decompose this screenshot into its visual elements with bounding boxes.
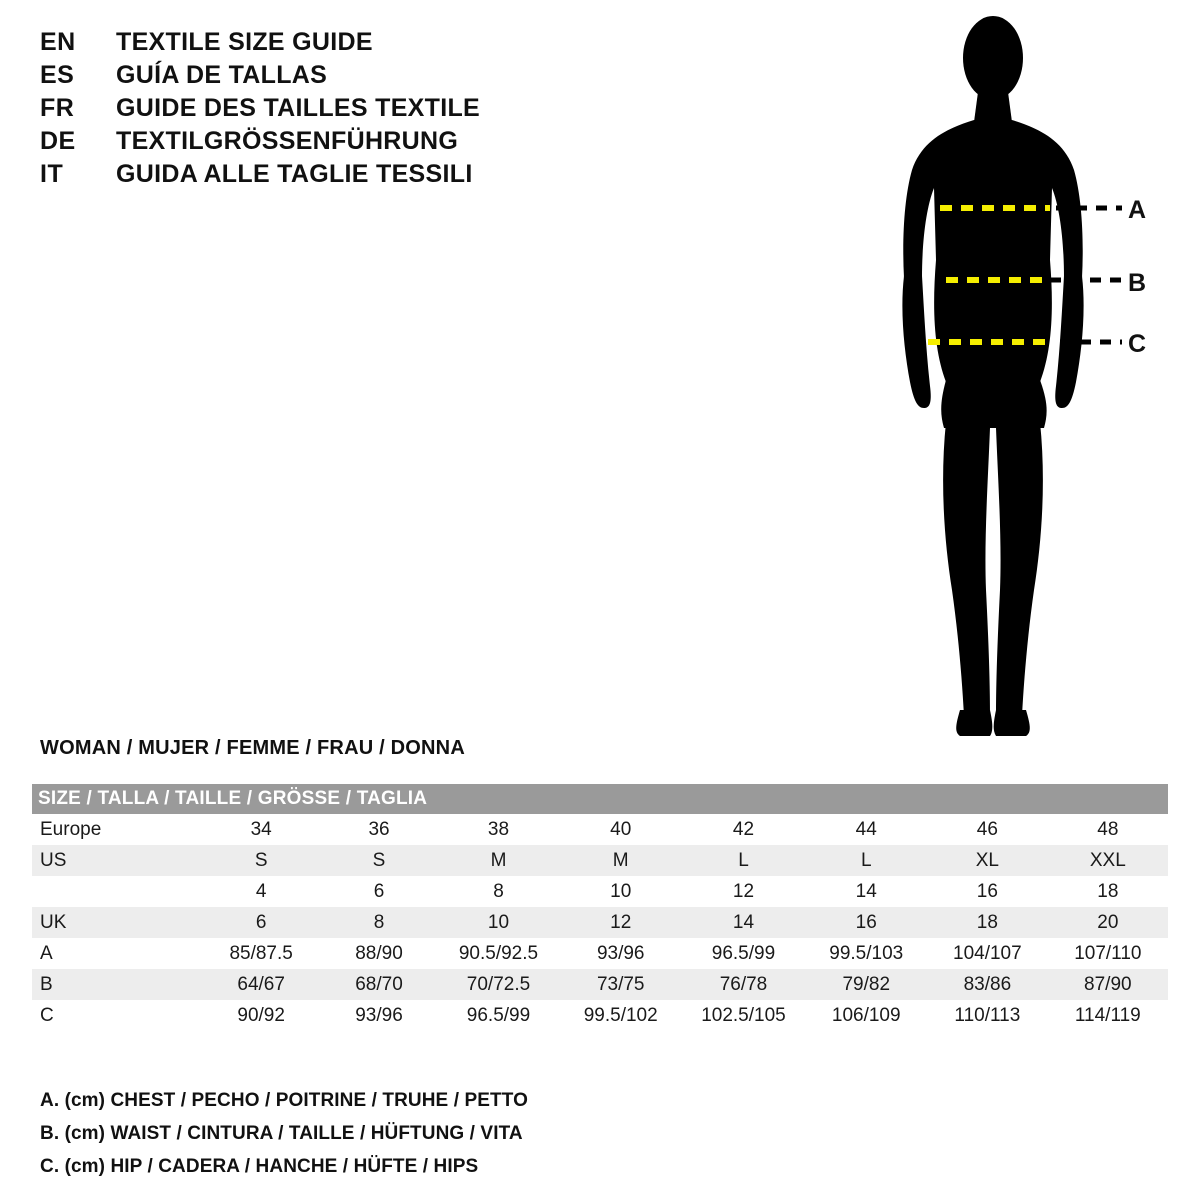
body-figure-area [860, 10, 1190, 755]
language-code: EN [40, 28, 76, 56]
table-cell: 79/82 [805, 969, 927, 1000]
table-cell: 96.5/99 [437, 1000, 560, 1031]
table-row [32, 907, 1168, 938]
table-cell: M [437, 845, 560, 876]
table-cell: S [321, 845, 437, 876]
table-header-row [32, 784, 1168, 814]
table-cell: 99.5/103 [805, 938, 927, 969]
table-cell: 64/67 [201, 969, 320, 1000]
table-cell: 18 [927, 907, 1048, 938]
table-cell: 8 [321, 907, 437, 938]
table-cell: 70/72.5 [437, 969, 560, 1000]
table-cell: L [805, 845, 927, 876]
row-label: UK [32, 907, 201, 938]
table-cell: 38 [437, 814, 560, 845]
table-cell: 99.5/102 [560, 1000, 682, 1031]
language-code: IT [40, 160, 64, 188]
table-cell: 96.5/99 [682, 938, 806, 969]
table-cell: 68/70 [321, 969, 437, 1000]
marker-label-c: C [1128, 330, 1147, 358]
row-label: Europe [32, 814, 201, 845]
table-cell: 16 [927, 876, 1048, 907]
table-cell: 104/107 [927, 938, 1048, 969]
table-cell: 8 [437, 876, 560, 907]
table-cell: 93/96 [321, 1000, 437, 1031]
marker-label-a: A [1128, 196, 1147, 224]
table-cell: 40 [560, 814, 682, 845]
language-code: FR [40, 94, 75, 122]
footnote-hip: C. (cm) HIP / CADERA / HANCHE / HÜFTE / HIPS [40, 1156, 479, 1177]
table-cell: 14 [682, 907, 806, 938]
language-title: TEXTILE SIZE GUIDE [116, 28, 373, 56]
table-row [32, 876, 1168, 907]
language-row [40, 160, 660, 189]
table-cell: 93/96 [560, 938, 682, 969]
table-row [32, 938, 1168, 969]
footnote-waist: B. (cm) WAIST / CINTURA / TAILLE / HÜFTUNG / VITA [40, 1123, 523, 1144]
table-row [32, 814, 1168, 845]
table-cell: 85/87.5 [201, 938, 320, 969]
table-cell: L [682, 845, 806, 876]
footnote-chest: A. (cm) CHEST / PECHO / POITRINE / TRUHE / PETTO [40, 1090, 528, 1111]
row-label: US [32, 845, 201, 876]
table-row [32, 845, 1168, 876]
table-cell: 83/86 [927, 969, 1048, 1000]
table-cell: 20 [1048, 907, 1168, 938]
table-cell: 4 [201, 876, 320, 907]
table-cell: 6 [201, 907, 320, 938]
footnotes [40, 1090, 740, 1189]
row-label: A [32, 938, 201, 969]
language-title-block [40, 28, 660, 193]
language-code: DE [40, 127, 76, 155]
marker-label-b: B [1128, 269, 1147, 297]
table-cell: 87/90 [1048, 969, 1168, 1000]
table-cell: 76/78 [682, 969, 806, 1000]
table-cell: 34 [201, 814, 320, 845]
table-cell: 6 [321, 876, 437, 907]
language-row [40, 94, 660, 123]
language-title: GUIDE DES TAILLES TEXTILE [116, 94, 481, 122]
language-title: TEXTILGRÖSSENFÜHRUNG [116, 127, 459, 155]
table-cell: 12 [682, 876, 806, 907]
table-cell: 90/92 [201, 1000, 320, 1031]
table-cell: 18 [1048, 876, 1168, 907]
table-cell: 88/90 [321, 938, 437, 969]
table-cell: 102.5/105 [682, 1000, 806, 1031]
row-label: C [32, 1000, 201, 1031]
size-table [32, 784, 1168, 1031]
table-cell: 10 [560, 876, 682, 907]
female-silhouette-icon [860, 10, 1190, 755]
row-label: B [32, 969, 201, 1000]
language-code: ES [40, 61, 75, 89]
row-label [32, 876, 201, 907]
language-title: GUIDA ALLE TAGLIE TESSILI [116, 160, 473, 188]
table-header-title: SIZE / TALLA / TAILLE / GRÖSSE / TAGLIA [32, 784, 1168, 814]
table-cell: 42 [682, 814, 806, 845]
table-cell: 114/119 [1048, 1000, 1168, 1031]
table-cell: S [201, 845, 320, 876]
table-cell: 12 [560, 907, 682, 938]
table-cell: 14 [805, 876, 927, 907]
table-cell: 106/109 [805, 1000, 927, 1031]
table-cell: 16 [805, 907, 927, 938]
table-cell: 73/75 [560, 969, 682, 1000]
table-cell: 44 [805, 814, 927, 845]
table-row [32, 1000, 1168, 1031]
language-title: GUÍA DE TALLAS [116, 61, 328, 89]
table-cell: 10 [437, 907, 560, 938]
table-row [32, 969, 1168, 1000]
table-cell: 107/110 [1048, 938, 1168, 969]
table-cell: M [560, 845, 682, 876]
table-cell: XXL [1048, 845, 1168, 876]
language-row [40, 61, 660, 90]
language-row [40, 28, 660, 57]
language-row [40, 127, 660, 156]
table-cell: 46 [927, 814, 1048, 845]
table-cell: 110/113 [927, 1000, 1048, 1031]
table-cell: 90.5/92.5 [437, 938, 560, 969]
section-title: WOMAN / MUJER / FEMME / FRAU / DONNA [40, 737, 465, 759]
table-cell: 48 [1048, 814, 1168, 845]
table-cell: XL [927, 845, 1048, 876]
table-cell: 36 [321, 814, 437, 845]
